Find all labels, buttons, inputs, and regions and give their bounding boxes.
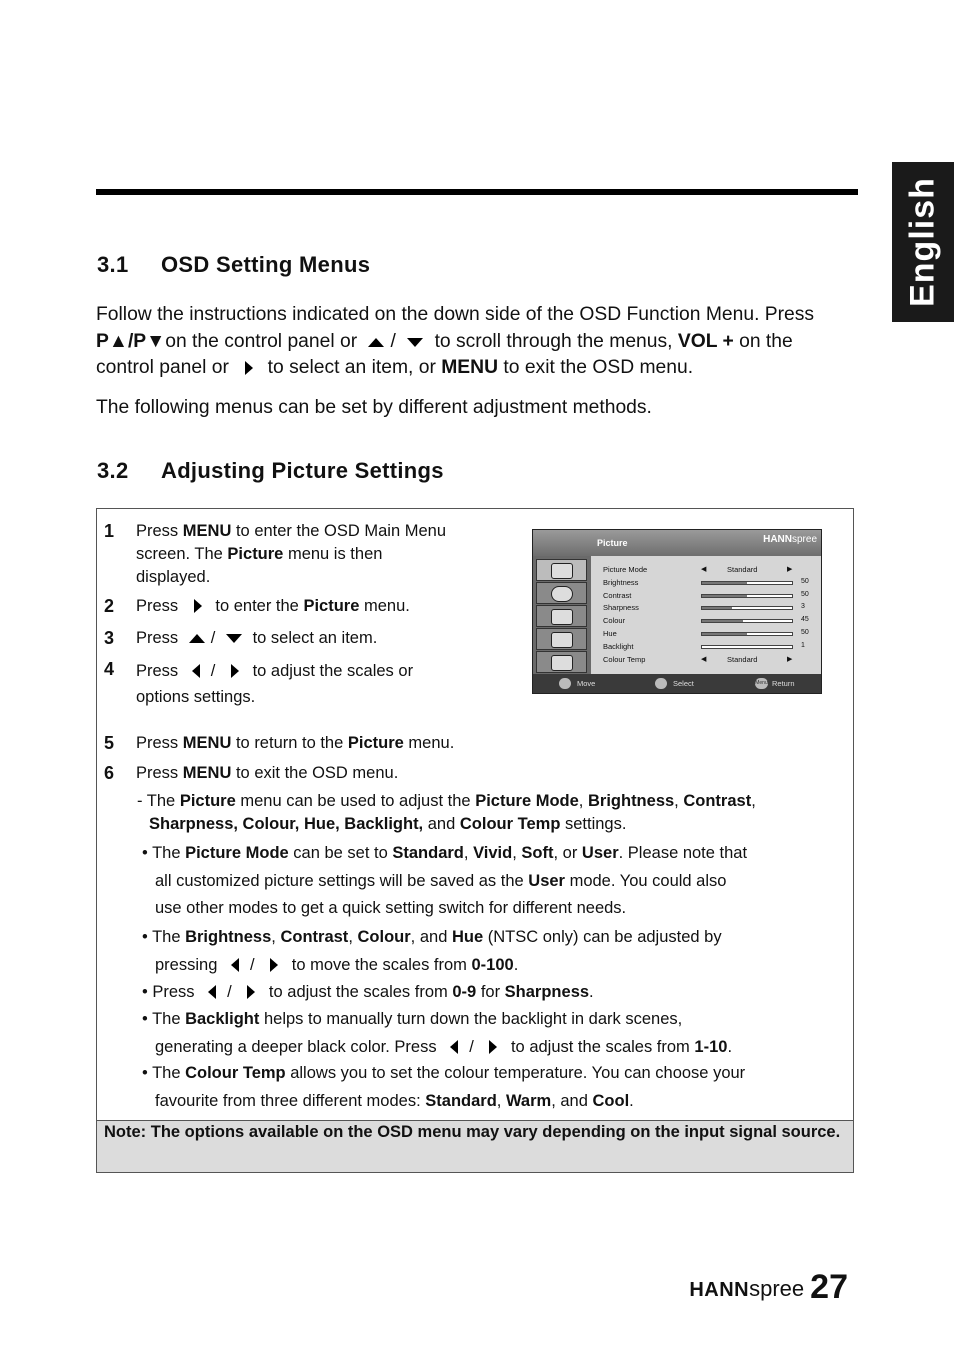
text: Press [136,662,179,680]
text: favourite from three different modes: [155,1091,421,1110]
bullet-sharpness [142,979,594,1007]
up-arrow-icon [186,629,208,647]
term: Picture Mode [475,792,579,810]
osd-right-arrow-icon: ▶ [787,655,793,663]
text: to return to the [235,734,344,752]
text: . [727,1037,733,1056]
term: 1-10 [694,1037,728,1056]
text: mode. You could also [569,871,727,890]
section-number: 3.1 [97,252,129,277]
text: to scroll through the menus, [434,330,673,352]
text: (NTSC only) can be adjusted by [487,928,722,946]
text: / [210,662,216,680]
term: Warm [505,1091,552,1110]
step-text [136,762,398,785]
osd-tools-icon [536,651,587,673]
picture-term: Picture [227,545,284,563]
text: screen. The [136,545,223,563]
term: Cool [592,1091,630,1110]
term: User [581,844,619,862]
move-label: Move [577,679,596,688]
text: to adjust the scales from [268,983,448,1001]
right-arrow-icon [237,359,259,377]
text: / [469,1037,474,1056]
text: Press [136,629,179,647]
up-arrow-icon [365,333,387,351]
term: Colour Temp [459,815,561,833]
osd-brand-logo [763,534,817,545]
osd-slider-fill [702,633,747,635]
osd-screen-icon [536,605,587,627]
brand-bold: HANN [763,534,792,545]
osd-slider-value: 50 [801,590,809,598]
note-box: Note: The options available on the OSD menu may vary depending on the input signal source. [97,1120,853,1172]
term: Colour Temp [185,1064,286,1082]
osd-slider-fill [702,620,743,622]
select-button-icon [655,678,667,689]
term: Standard [425,1091,497,1110]
text: on the [739,330,793,352]
step-text [136,732,454,755]
text: for [480,983,501,1001]
osd-footer [533,674,821,693]
osd-slider-fill [702,595,747,597]
text: , and [410,928,448,946]
term: Vivid [473,844,513,862]
right-arrow-icon [481,1038,503,1056]
menu-button-icon: Menu [755,678,768,689]
osd-sound-icon [536,582,587,604]
text: can be set to [293,844,388,862]
text: . Please note that [618,844,748,862]
osd-row-label: Contrast [603,590,632,600]
osd-slider-value: 50 [801,629,809,636]
text: settings. [565,815,627,833]
left-arrow-icon [225,956,247,974]
osd-row-label: Sharpness [603,603,639,613]
text: / [390,330,396,352]
top-rule [96,189,858,195]
text: menu can be used to adjust the [240,792,471,810]
term: Picture Mode [185,844,289,862]
bullet-picture-mode [142,840,747,923]
osd-slider-value: 45 [801,616,809,624]
term: 0-100 [471,955,514,974]
osd-slider-fill [702,607,732,609]
text: , [348,928,353,946]
text: , [271,928,276,946]
step-number: 5 [104,733,115,753]
language-tab-label: English [903,177,942,307]
text: , [463,844,469,862]
text: generating a deeper black color. Press [155,1037,437,1056]
text: / [249,955,255,974]
osd-slider-bar [701,619,793,623]
brand-light: spree [749,1276,805,1301]
text: to select an item, or [267,357,436,378]
osd-left-arrow-icon: ◀ [701,566,707,573]
osd-slider-bar [701,594,793,598]
section-number: 3.2 [97,458,129,483]
vol-key: VOL + [677,330,734,352]
text: . [513,955,519,974]
bullet-backlight [142,1006,732,1061]
move-button-icon [559,678,571,689]
text: , [751,792,756,810]
osd-slider-bar [701,581,793,585]
bullet-colour-temp [142,1060,745,1115]
text: . [629,1091,634,1110]
section-title: OSD Setting Menus [161,252,371,277]
term: Brightness [587,792,675,810]
term: Backlight [185,1010,260,1028]
osd-picture-menu [532,529,822,694]
osd-row-label: Colour [603,616,626,626]
term: 0-9 [452,983,477,1001]
text: use other modes to get a quick setting switch for different needs. [155,899,627,917]
menu-key: MENU [182,734,232,752]
left-arrow-icon [444,1038,466,1056]
select-label: Select [673,679,694,688]
osd-option-value: Standard [727,654,758,664]
osd-slider-fill [702,582,747,584]
brand-bold: HANN [689,1279,750,1301]
step-text [136,595,410,618]
osd-left-arrow-icon: ◀ [701,655,707,663]
term: Brightness [185,928,272,946]
channel-keys: P▲/P▼ [96,330,166,352]
text: to exit the OSD menu. [503,357,694,378]
text: , [512,844,517,862]
text: to adjust the scales or [252,662,414,680]
menu-key: MENU [441,357,499,378]
text: all customized picture settings will be saved as the [155,871,524,890]
text: Press [136,597,179,615]
term: Sharpness, Colour, Hue, Backlight, [149,815,424,833]
term: Soft [521,844,554,862]
picture-term: Picture [347,734,404,752]
text: Press [136,734,179,752]
hannspree-logo [689,1276,805,1301]
osd-slider-bar [701,606,793,610]
picture-menu-description [137,790,756,836]
text: to enter the [215,597,299,615]
right-arrow-icon [239,983,261,1001]
osd-row-label: Hue [603,629,617,638]
right-arrow-icon [186,597,208,615]
step-text [136,520,446,589]
term: Picture [179,792,236,810]
text: , [674,792,679,810]
down-arrow-icon [223,629,245,647]
left-arrow-icon [202,983,224,1001]
osd-right-arrow-icon: ▶ [787,566,793,573]
section-3-2-heading [97,458,444,484]
osd-setup-icon [536,628,587,650]
term: Hue [451,928,484,946]
step-number: 3 [104,628,115,648]
text: • The [142,844,181,862]
text: , and [551,1091,588,1110]
text: , [496,1091,502,1110]
left-arrow-icon [186,662,208,680]
step-number: 4 [104,659,115,679]
term: Contrast [280,928,349,946]
text: control panel or [96,357,229,378]
osd-settings-list [591,556,821,674]
right-arrow-icon [262,956,284,974]
text: to enter the OSD Main Menu [235,522,446,540]
text: - The [137,792,176,810]
step-number: 6 [104,763,115,783]
step-text [136,658,413,710]
text: to adjust the scales from [510,1037,690,1056]
text: on the control panel or [165,330,358,352]
instructions-box [96,508,854,1173]
step-text [136,627,377,650]
text: to move the scales from [291,955,467,974]
text: Press [136,522,179,540]
term: Standard [392,844,464,862]
text: Press [136,764,179,782]
osd-slider-bar [701,632,793,636]
term: Sharpness [504,983,590,1001]
osd-header [533,530,821,556]
bullet-brightness [142,924,722,979]
language-tab [892,162,954,322]
step-number: 1 [104,521,115,541]
osd-slider-value: 3 [801,603,805,611]
text: , [578,792,584,810]
text: pressing [155,955,218,974]
text: displayed. [136,568,211,586]
text: , or [553,844,578,862]
text: / [227,983,232,1001]
text: to exit the OSD menu. [235,764,399,782]
text: • The [142,1064,181,1082]
text: and [427,815,456,833]
section-3-1-heading [97,252,370,278]
osd-slider-value: 1 [801,641,805,649]
osd-slider-value: 50 [801,577,809,585]
term: Contrast [683,792,752,810]
text: menu. [363,597,410,615]
text: options settings. [136,688,256,706]
brand-light: spree [791,534,817,545]
text: • The [142,1010,181,1028]
page-number: 27 [810,1268,848,1306]
osd-picture-icon [536,559,587,581]
text: Follow the instructions indicated on the down side of the OSD Function Menu. Press [96,304,815,325]
term: User [528,871,565,890]
term: Colour [357,928,411,946]
text: menu is then [287,545,383,563]
return-label: Return [772,679,795,688]
text: helps to manually turn down the backlight in dark scenes, [263,1010,683,1028]
right-arrow-icon [223,662,245,680]
section-title: Adjusting Picture Settings [161,458,444,483]
text: / [210,629,216,647]
text: • Press [142,983,195,1001]
intro-paragraph [96,302,866,382]
down-arrow-icon [404,333,426,351]
text: • The [142,928,181,946]
osd-option-value: Standard [727,565,758,574]
menu-key: MENU [182,764,232,782]
text: allows you to set the colour temperature. You can choose your [290,1064,746,1082]
osd-row-label: Picture Mode [603,565,648,574]
menu-key: MENU [182,522,232,540]
osd-title: Picture [597,538,628,548]
osd-row-label: Colour Temp [603,654,646,664]
text: menu. [408,734,455,752]
step-number: 2 [104,596,115,616]
osd-row-label: Backlight [603,641,634,651]
picture-term: Picture [303,597,360,615]
page-footer [689,1268,848,1307]
intro-paragraph-2: The following menus can be set by different adjustment methods. [96,397,652,418]
osd-row-label: Brightness [603,577,639,587]
osd-slider-bar [701,645,793,649]
text: . [589,983,594,1001]
text: to select an item. [252,629,378,647]
osd-menu-icons [533,556,591,674]
